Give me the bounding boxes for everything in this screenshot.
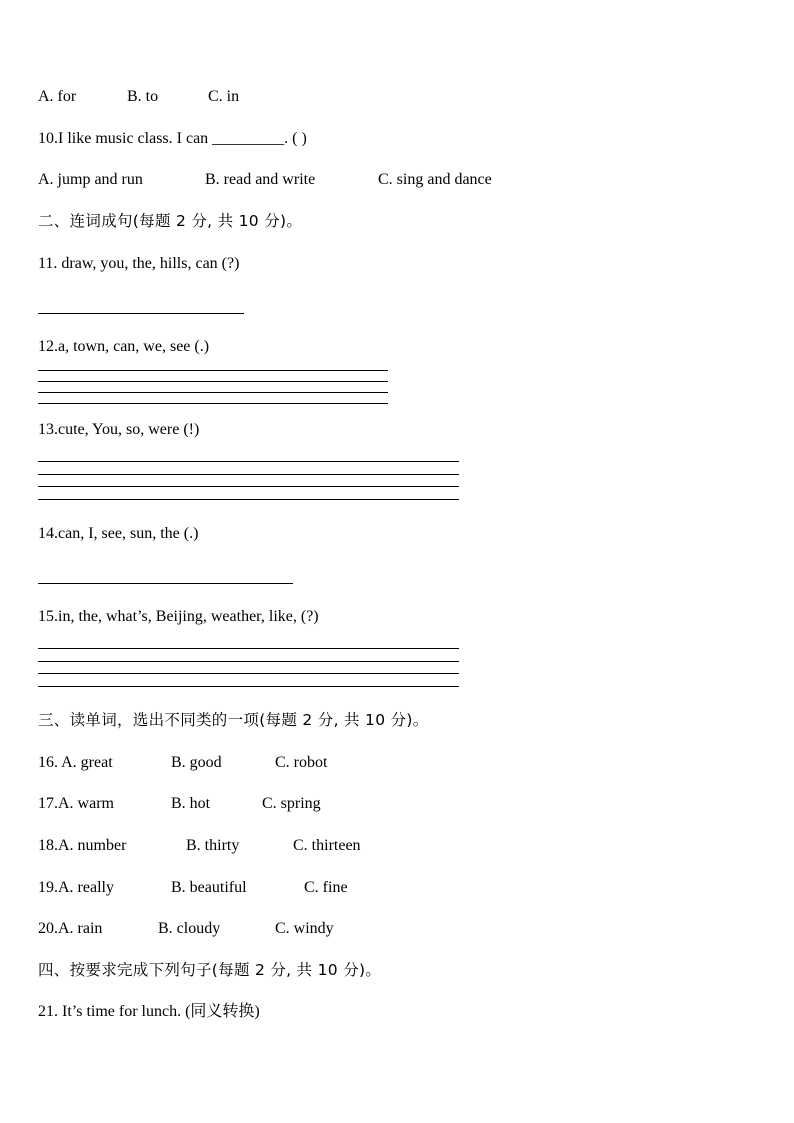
- question-17: [38, 794, 321, 814]
- option-a: 19.A. really: [38, 879, 114, 896]
- option-a: 16. A. great: [38, 754, 113, 771]
- option-a: A. jump and run: [38, 171, 143, 188]
- option-c: C. sing and dance: [378, 171, 492, 188]
- question-12: 12.a, town, can, we, see (.): [38, 338, 210, 355]
- answer-line: [38, 661, 459, 662]
- option-c: C. thirteen: [293, 837, 361, 854]
- question-21: 21. It’s time for lunch. (同义转换): [38, 1003, 260, 1020]
- question-13: 13.cute, You, so, were (!): [38, 421, 200, 438]
- option-c: C. spring: [262, 795, 321, 812]
- answer-line: [38, 381, 388, 382]
- answer-line: [38, 313, 244, 314]
- answer-line: [38, 499, 459, 500]
- option-b: B. to: [127, 88, 159, 105]
- option-a: 18.A. number: [38, 837, 127, 854]
- option-b: B. read and write: [205, 171, 316, 188]
- answer-line: [38, 486, 459, 487]
- question-16: [38, 753, 327, 773]
- option-c: C. windy: [275, 920, 334, 937]
- answer-line: [38, 403, 388, 404]
- answer-line: [38, 461, 459, 462]
- question-18: [38, 836, 361, 856]
- option-b: B. hot: [171, 795, 211, 812]
- question-11: 11. draw, you, the, hills, can (?): [38, 255, 240, 272]
- answer-line: [38, 370, 388, 371]
- answer-line: [38, 648, 459, 649]
- question-19: [38, 878, 348, 898]
- option-a: 20.A. rain: [38, 920, 103, 937]
- option-c: C. robot: [275, 754, 328, 771]
- question-14: 14.can, I, see, sun, the (.): [38, 525, 199, 542]
- option-b: B. beautiful: [171, 879, 247, 896]
- section-3-heading: 三、读单词，选出不同类的一项(每题 2 分, 共 10 分)。: [38, 711, 429, 729]
- section-2-heading: 二、连词成句(每题 2 分, 共 10 分)。: [38, 212, 303, 230]
- answer-line: [38, 474, 459, 475]
- answer-line: [38, 392, 388, 393]
- option-c: C. fine: [304, 879, 348, 896]
- question-10: 10.I like music class. I can _________. ( ): [38, 130, 307, 147]
- option-a: A. for: [38, 88, 77, 105]
- q10-options: [38, 170, 492, 190]
- answer-line: [38, 583, 293, 584]
- question-20: [38, 919, 334, 939]
- option-c: C. in: [208, 88, 240, 105]
- option-a: 17.A. warm: [38, 795, 114, 812]
- option-b: B. thirty: [186, 837, 240, 854]
- option-b: B. good: [171, 754, 222, 771]
- answer-line: [38, 673, 459, 674]
- answer-line: [38, 686, 459, 687]
- question-15: 15.in, the, what’s, Beijing, weather, like, (?): [38, 608, 319, 625]
- section-4-heading: 四、按要求完成下列句子(每题 2 分, 共 10 分)。: [38, 961, 382, 979]
- option-b: B. cloudy: [158, 920, 221, 937]
- q9-options: [38, 87, 239, 107]
